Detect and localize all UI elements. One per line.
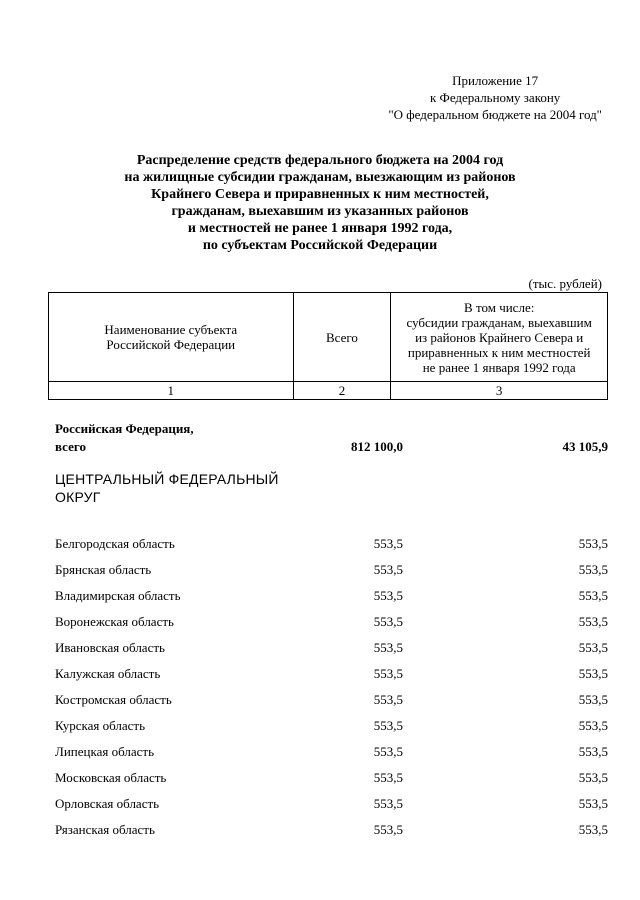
table-row — [55, 791, 608, 817]
region-subsidy: 553,5 — [578, 770, 608, 785]
region-subsidy: 553,5 — [578, 822, 608, 837]
region-subsidy: 553,5 — [578, 718, 608, 733]
header-subsidy — [391, 293, 608, 382]
header-subject-line: Российской Федерации — [106, 337, 236, 352]
header-number-3: 3 — [391, 382, 608, 400]
district-heading — [55, 470, 315, 506]
table-row — [55, 687, 608, 713]
header-subsidy-line: субсидии гражданам, выехавшим — [406, 314, 592, 330]
region-total: 553,5 — [373, 822, 403, 837]
table-row — [55, 635, 608, 661]
region-subsidy: 553,5 — [578, 536, 608, 551]
region-name: Курская область — [55, 718, 146, 733]
title-line: на жилищные субсидии гражданам, выезжающим из районов — [124, 170, 516, 185]
table-header — [48, 292, 608, 400]
title-line: Крайнего Севера и приравненных к ним местностей, — [151, 187, 489, 202]
table-row — [55, 765, 608, 791]
region-subsidy: 553,5 — [578, 588, 608, 603]
region-name: Брянская область — [55, 562, 152, 577]
header-total: Всего — [293, 293, 391, 382]
total-name-line: всего — [55, 439, 86, 454]
region-name: Белгородская область — [55, 536, 175, 551]
title-line: и местностей не ранее 1 января 1992 года, — [187, 221, 453, 236]
table-row — [55, 661, 608, 687]
region-total: 553,5 — [373, 744, 403, 759]
table-row — [55, 609, 608, 635]
title-line: Распределение средств федерального бюджета на 2004 год — [136, 153, 504, 168]
region-total: 553,5 — [373, 614, 403, 629]
region-total: 553,5 — [373, 770, 403, 785]
region-name: Калужская область — [55, 666, 161, 681]
appendix-line: к Федеральному закону — [429, 90, 561, 105]
table-row — [55, 739, 608, 765]
header-number-1: 1 — [49, 382, 294, 400]
title-line: по субъектам Российской Федерации — [202, 238, 438, 253]
appendix-line: "О федеральном бюджете на 2004 год" — [388, 107, 602, 122]
district-line: ОКРУГ — [55, 489, 101, 505]
region-subsidy: 553,5 — [578, 796, 608, 811]
region-name: Владимирская область — [55, 588, 181, 603]
table-body — [55, 420, 608, 843]
region-name: Московская область — [55, 770, 167, 785]
region-subsidy: 553,5 — [578, 562, 608, 577]
district-line: ЦЕНТРАЛЬНЫЙ ФЕДЕРАЛЬНЫЙ — [55, 471, 279, 487]
appendix-note — [388, 72, 602, 123]
region-name: Костромская область — [55, 692, 172, 707]
header-subsidy-line: из районов Крайнего Севера и — [415, 329, 584, 345]
region-list — [55, 531, 608, 843]
region-subsidy: 553,5 — [578, 614, 608, 629]
total-name-line: Российская Федерация, — [55, 421, 194, 436]
region-subsidy: 553,5 — [578, 692, 608, 707]
table-row — [55, 531, 608, 557]
region-name: Орловская область — [55, 796, 160, 811]
table-row — [55, 817, 608, 843]
table-row — [55, 557, 608, 583]
unit-label: (тыс. рублей) — [528, 276, 602, 291]
header-subsidy-line: приравненных к ним местностей — [407, 344, 591, 360]
table-row — [55, 713, 608, 739]
document-title — [60, 152, 580, 254]
title-line: гражданам, выехавшим из указанных районов — [171, 204, 469, 219]
region-total: 553,5 — [373, 640, 403, 655]
header-number-2: 2 — [293, 382, 391, 400]
header-subject — [49, 293, 294, 382]
region-total: 553,5 — [373, 718, 403, 733]
total-subsidy: 43 105,9 — [562, 439, 608, 454]
total-value: 812 100,0 — [351, 439, 403, 454]
region-name: Липецкая область — [55, 744, 155, 759]
table-row — [55, 583, 608, 609]
region-subsidy: 553,5 — [578, 744, 608, 759]
region-total: 553,5 — [373, 562, 403, 577]
region-total: 553,5 — [373, 796, 403, 811]
region-subsidy: 553,5 — [578, 640, 608, 655]
header-subsidy-line: В том числе: — [464, 299, 535, 315]
region-total: 553,5 — [373, 536, 403, 551]
header-subject-line: Наименование субъекта — [104, 322, 238, 337]
appendix-line: Приложение 17 — [452, 73, 539, 88]
region-subsidy: 553,5 — [578, 666, 608, 681]
total-name — [55, 420, 243, 456]
region-total: 553,5 — [373, 666, 403, 681]
total-row — [55, 420, 608, 456]
region-name: Ивановская область — [55, 640, 165, 655]
region-total: 553,5 — [373, 692, 403, 707]
header-subsidy-line: не ранее 1 января 1992 года — [422, 359, 576, 375]
region-name: Рязанская область — [55, 822, 155, 837]
region-total: 553,5 — [373, 588, 403, 603]
region-name: Воронежская область — [55, 614, 174, 629]
